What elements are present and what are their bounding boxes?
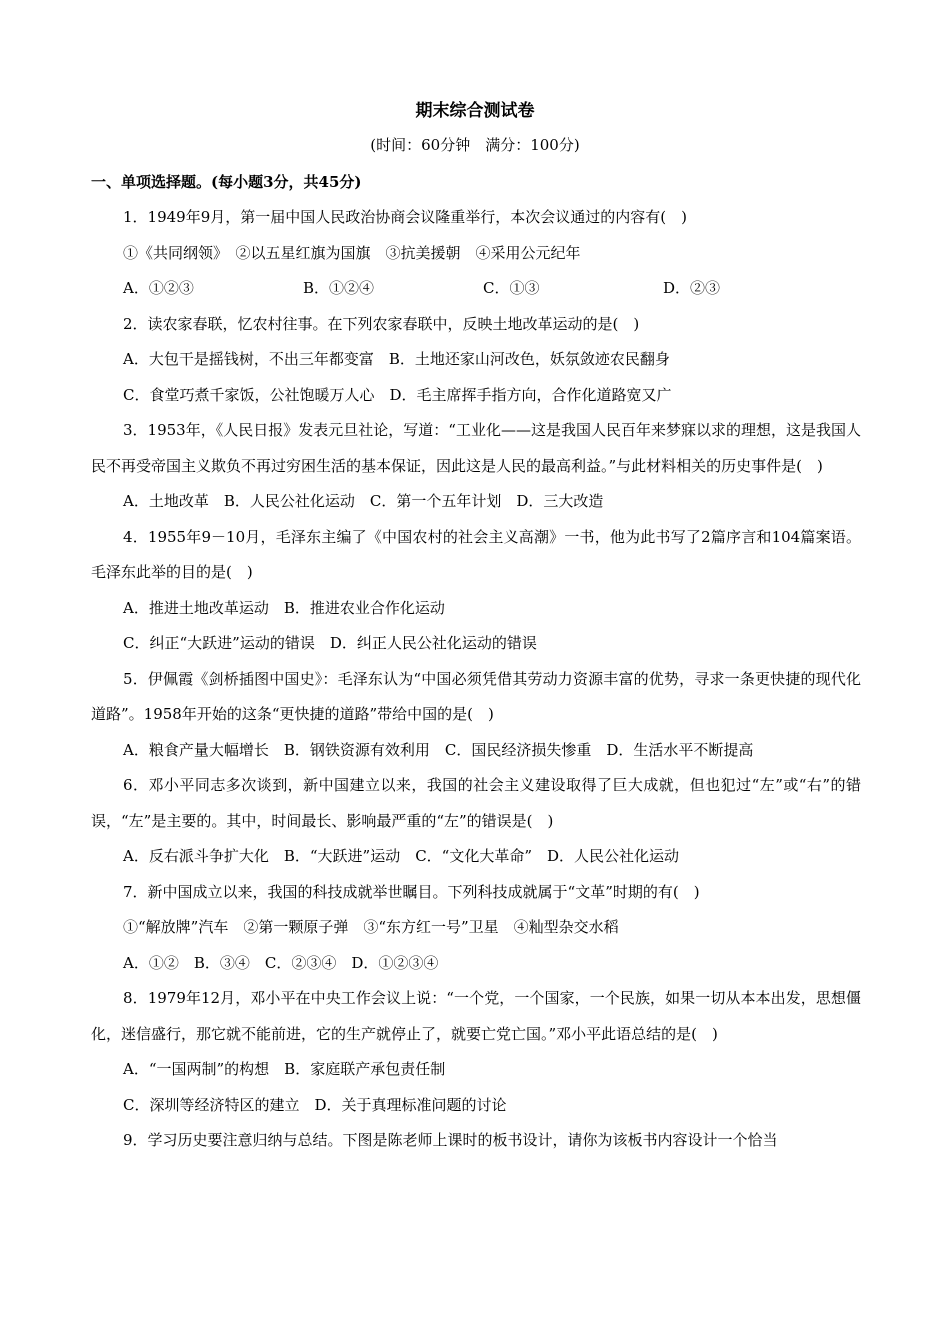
question-4-options-ab: A．推进土地改革运动 B．推进农业合作化运动 — [123, 598, 445, 617]
question-4-stem: 4．1955年9－10月，毛泽东主编了《中国农村的社会主义高潮》一书，他为此书写了2篇序言和104篇案语。毛泽东此举的目的是( ) — [91, 527, 861, 581]
option-b: B．①②④ — [303, 279, 375, 297]
option-a: A．①②③ — [123, 279, 194, 297]
question-2-options-ab: A．大包干是摇钱树，不出三年都变富 B．土地还家山河改色，妖氛敛迹农民翻身 — [123, 350, 670, 368]
question-5-stem: 5．伊佩霞《剑桥插图中国史》：毛泽东认为“中国必须凭借其劳动力资源丰富的优势，寻求一条更快捷的现代化道路”。1958年开始的这条“更快捷的道路”带给中国的是( ) — [91, 669, 861, 723]
question-2-options-cd: C．食堂巧煮千家饭，公社饱暖万人心 D．毛主席挥手指方向，合作化道路宽又广 — [123, 385, 672, 404]
question-list — [91, 200, 861, 1159]
question-5-options: A．粮食产量大幅增长 B．钢铁资源有效利用 C．国民经济损失惨重 D．生活水平不断提高 — [123, 740, 754, 759]
question-1-items: ①《共同纲领》 ②以五星红旗为国旗 ③抗美援朝 ④采用公元纪年 — [123, 243, 581, 262]
question-9-stem: 9．学习历史要注意归纳与总结。下图是陈老师上课时的板书设计，请你为该板书内容设计一个恰当 — [123, 1131, 778, 1149]
question-8-stem: 8．1979年12月，邓小平在中央工作会议上说：“一个党，一个国家，一个民族，如果一切从本本出发，思想僵化，迷信盛行，那它就不能前进，它的生产就停止了，就要亡党亡国。”邓小平此语总结的是( ) — [91, 989, 861, 1043]
question-8-options-ab: A．“一国两制”的构想 B．家庭联产承包责任制 — [123, 1060, 446, 1078]
question-3-stem: 3．1953年，《人民日报》发表元旦社论，写道：“工业化——这是我国人民百年来梦寐以求的理想，这是我国人民不再受帝国主义欺负不再过穷困生活的基本保证，因此这是人民的最高利益。”与此材料相关的历史事件是( ) — [91, 421, 861, 475]
option-c: C．①③ — [483, 279, 540, 297]
question-8-options-cd: C．深圳等经济特区的建立 D．关于真理标准问题的讨论 — [123, 1095, 507, 1114]
question-4-options-cd: C．纠正“大跃进”运动的错误 D．纠正人民公社化运动的错误 — [123, 634, 537, 652]
question-6-options: A．反右派斗争扩大化 B．“大跃进”运动 C．“文化大革命” D．人民公社化运动 — [123, 847, 680, 865]
page-title: 期末综合测试卷 — [415, 101, 535, 121]
question-7-options: A．①② B．③④ C．②③④ D．①②③④ — [123, 953, 439, 972]
question-7-stem: 7．新中国成立以来，我国的科技成就举世瞩目。下列科技成就属于“文革”时期的有( ) — [123, 882, 700, 901]
exam-info: (时间：60分钟 满分：100分) — [370, 136, 580, 154]
section-heading: 一、单项选择题。(每小题3分，共45分) — [91, 173, 362, 191]
question-7-items: ①“解放牌”汽车 ②第一颗原子弹 ③“东方红一号”卫星 ④籼型杂交水稻 — [123, 918, 619, 936]
question-1-options — [91, 271, 861, 307]
question-6-stem: 6．邓小平同志多次谈到，新中国建立以来，我国的社会主义建设取得了巨大成就，但也犯过“左”或“右”的错误，“左”是主要的。其中，时间最长、影响最严重的“左”的错误是( ) — [91, 776, 861, 830]
question-2-stem: 2．读农家春联，忆农村往事。在下列农家春联中，反映土地改革运动的是( ) — [123, 314, 640, 333]
option-d: D．②③ — [663, 279, 721, 297]
question-3-options: A．土地改革 B．人民公社化运动 C．第一个五年计划 D．三大改造 — [123, 492, 604, 510]
question-1-stem: 1．1949年9月，第一届中国人民政治协商会议隆重举行，本次会议通过的内容有( ) — [123, 208, 687, 226]
